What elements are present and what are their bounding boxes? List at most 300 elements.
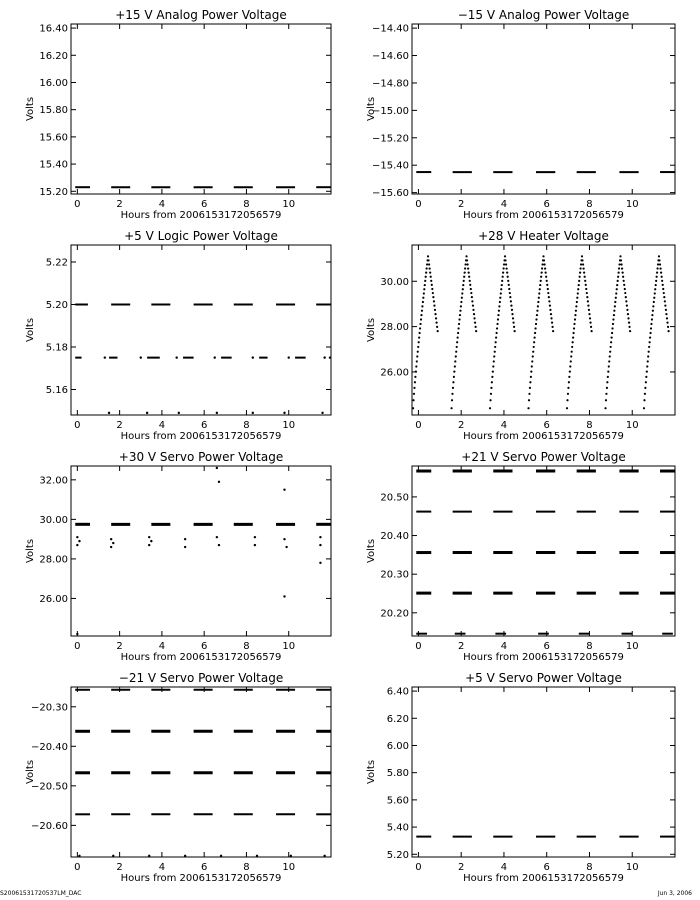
data-point bbox=[148, 855, 150, 857]
data-point bbox=[510, 305, 512, 307]
data-point bbox=[470, 292, 472, 294]
data-point bbox=[504, 255, 506, 257]
plot-frame bbox=[412, 466, 675, 636]
y-tick-label: 26.00 bbox=[39, 593, 68, 605]
data-point bbox=[570, 360, 572, 362]
data-point bbox=[456, 341, 458, 343]
data-point bbox=[463, 276, 465, 278]
data-point bbox=[471, 296, 473, 298]
x-tick-label: 2 bbox=[116, 641, 123, 652]
x-axis-label: Hours from 2006153172056579 bbox=[120, 431, 282, 442]
data-point bbox=[611, 327, 613, 329]
data-point bbox=[613, 314, 615, 316]
y-tick-label: 16.20 bbox=[39, 50, 68, 62]
data-point bbox=[628, 326, 630, 328]
y-tick-label: −15.60 bbox=[371, 188, 409, 200]
data-point bbox=[473, 317, 475, 319]
data-point bbox=[415, 370, 417, 372]
data-point bbox=[419, 327, 421, 329]
data-point bbox=[540, 280, 542, 282]
data-point bbox=[607, 376, 609, 378]
data-point bbox=[416, 355, 418, 357]
data-point bbox=[614, 301, 616, 303]
data-point bbox=[654, 288, 656, 290]
data-point bbox=[589, 322, 591, 324]
y-tick-label: 5.20 bbox=[45, 300, 68, 311]
data-point bbox=[462, 288, 464, 290]
data-point bbox=[655, 284, 657, 286]
x-tick-label: 8 bbox=[586, 862, 593, 873]
data-point bbox=[454, 365, 456, 367]
data-point bbox=[588, 309, 590, 311]
data-point bbox=[662, 284, 664, 286]
data-point bbox=[646, 370, 648, 372]
data-point bbox=[605, 393, 607, 395]
data-point bbox=[426, 263, 428, 265]
data-point bbox=[506, 272, 508, 274]
chart-panel bbox=[25, 450, 331, 663]
data-point bbox=[651, 314, 653, 316]
x-tick-label: 10 bbox=[625, 641, 639, 652]
data-point bbox=[656, 276, 658, 278]
data-point bbox=[583, 272, 585, 274]
plot-frame bbox=[412, 245, 675, 415]
data-point bbox=[451, 393, 453, 395]
x-tick-label: 6 bbox=[543, 862, 550, 873]
x-axis-label: Hours from 2006153172056579 bbox=[120, 210, 282, 221]
data-point bbox=[323, 855, 325, 857]
data-point bbox=[514, 330, 516, 332]
x-tick-label: 0 bbox=[415, 199, 422, 210]
data-point bbox=[539, 288, 541, 290]
data-point bbox=[502, 272, 504, 274]
data-point bbox=[612, 318, 614, 320]
data-point bbox=[475, 330, 477, 332]
data-point bbox=[499, 301, 501, 303]
data-point bbox=[501, 280, 503, 282]
chart-panel bbox=[25, 229, 331, 442]
chart-title: +28 V Heater Voltage bbox=[478, 229, 609, 243]
data-point bbox=[649, 336, 651, 338]
y-tick-label: 5.60 bbox=[386, 795, 409, 807]
data-point bbox=[458, 318, 460, 320]
data-point bbox=[428, 263, 430, 265]
y-tick-label: −15.40 bbox=[371, 160, 409, 172]
data-point bbox=[184, 855, 186, 857]
data-point bbox=[497, 318, 499, 320]
data-point bbox=[319, 562, 321, 564]
x-tick-label: 8 bbox=[243, 420, 250, 431]
data-point bbox=[419, 323, 421, 325]
data-point bbox=[536, 310, 538, 312]
data-point bbox=[545, 276, 547, 278]
data-point bbox=[474, 322, 476, 324]
data-point bbox=[649, 341, 651, 343]
data-point bbox=[498, 310, 500, 312]
data-point bbox=[589, 317, 591, 319]
data-point bbox=[252, 356, 254, 358]
data-point bbox=[591, 330, 593, 332]
y-axis-label: Volts bbox=[366, 759, 377, 785]
data-point bbox=[534, 332, 536, 334]
y-tick-label: 6.20 bbox=[386, 713, 409, 725]
chart-panel bbox=[25, 671, 331, 884]
data-point bbox=[456, 346, 458, 348]
x-tick-label: 4 bbox=[500, 862, 508, 873]
data-point bbox=[460, 301, 462, 303]
data-point bbox=[611, 332, 613, 334]
data-point bbox=[504, 259, 506, 261]
data-point bbox=[582, 267, 584, 269]
data-point bbox=[460, 305, 462, 307]
data-point bbox=[534, 336, 536, 338]
data-point bbox=[617, 276, 619, 278]
data-point bbox=[577, 288, 579, 290]
data-point bbox=[647, 355, 649, 357]
x-tick-label: 2 bbox=[457, 199, 465, 210]
x-tick-label: 4 bbox=[158, 862, 166, 873]
x-tick-label: 8 bbox=[586, 199, 593, 210]
x-axis-label: Hours from 2006153172056579 bbox=[463, 431, 624, 442]
data-point bbox=[577, 292, 579, 294]
data-point bbox=[623, 284, 625, 286]
data-point bbox=[653, 297, 655, 299]
data-point bbox=[645, 376, 647, 378]
data-point bbox=[572, 332, 574, 334]
data-point bbox=[659, 263, 661, 265]
data-point bbox=[511, 309, 513, 311]
data-point bbox=[489, 407, 491, 409]
data-point bbox=[587, 300, 589, 302]
data-point bbox=[78, 855, 80, 857]
y-tick-label: 28.00 bbox=[380, 322, 409, 334]
data-point bbox=[541, 267, 543, 269]
footer-date: Jun 3, 2006 bbox=[657, 890, 692, 897]
data-point bbox=[148, 536, 150, 538]
data-point bbox=[549, 305, 551, 307]
data-point bbox=[412, 399, 414, 401]
data-point bbox=[433, 300, 435, 302]
x-tick-label: 0 bbox=[415, 641, 422, 652]
x-tick-label: 6 bbox=[200, 862, 208, 873]
data-point bbox=[663, 296, 665, 298]
x-tick-label: 8 bbox=[243, 199, 250, 210]
data-point bbox=[218, 481, 220, 483]
data-point bbox=[425, 272, 427, 274]
data-point bbox=[104, 356, 106, 358]
data-point bbox=[529, 387, 531, 389]
plot-frame bbox=[71, 466, 331, 636]
data-point bbox=[457, 336, 459, 338]
data-point bbox=[424, 280, 426, 282]
data-point bbox=[490, 387, 492, 389]
data-point bbox=[573, 327, 575, 329]
data-point bbox=[146, 412, 148, 414]
x-tick-label: 4 bbox=[158, 199, 166, 210]
data-point bbox=[535, 323, 537, 325]
y-tick-label: 5.20 bbox=[386, 849, 409, 861]
data-point bbox=[542, 255, 544, 257]
data-point bbox=[451, 399, 453, 401]
data-point bbox=[150, 540, 152, 542]
x-tick-label: 8 bbox=[586, 641, 593, 652]
data-point bbox=[537, 305, 539, 307]
data-point bbox=[540, 276, 542, 278]
data-point bbox=[468, 272, 470, 274]
y-axis-label: Volts bbox=[366, 538, 377, 564]
chart-panel bbox=[25, 8, 331, 221]
data-point bbox=[319, 544, 321, 546]
data-point bbox=[548, 296, 550, 298]
plot-frame bbox=[71, 24, 331, 194]
data-point bbox=[585, 284, 587, 286]
y-axis-label: Volts bbox=[25, 96, 36, 122]
x-tick-label: 0 bbox=[415, 862, 422, 873]
data-point bbox=[584, 276, 586, 278]
y-tick-label: 5.22 bbox=[45, 257, 68, 269]
data-point bbox=[457, 327, 459, 329]
data-point bbox=[430, 276, 432, 278]
data-point bbox=[609, 355, 611, 357]
data-point bbox=[426, 267, 428, 269]
data-point bbox=[644, 387, 646, 389]
x-tick-label: 10 bbox=[282, 641, 296, 652]
x-tick-label: 8 bbox=[243, 862, 250, 873]
data-point bbox=[566, 407, 568, 409]
y-tick-label: −14.60 bbox=[371, 51, 409, 63]
data-point bbox=[76, 633, 78, 635]
data-point bbox=[569, 365, 571, 367]
data-point bbox=[418, 336, 420, 338]
data-point bbox=[416, 360, 418, 362]
data-point bbox=[617, 280, 619, 282]
y-tick-label: −20.40 bbox=[30, 741, 68, 753]
data-point bbox=[452, 381, 454, 383]
data-point bbox=[461, 292, 463, 294]
data-point bbox=[610, 346, 612, 348]
data-point bbox=[429, 267, 431, 269]
data-point bbox=[547, 288, 549, 290]
data-point bbox=[417, 351, 419, 353]
data-point bbox=[216, 467, 218, 469]
data-point bbox=[434, 309, 436, 311]
y-tick-label: 5.80 bbox=[386, 768, 409, 780]
chart-title: +15 V Analog Power Voltage bbox=[115, 8, 287, 22]
data-point bbox=[649, 332, 651, 334]
data-point bbox=[473, 313, 475, 315]
data-point bbox=[433, 305, 435, 307]
data-point bbox=[667, 330, 669, 332]
data-point bbox=[576, 297, 578, 299]
data-point bbox=[665, 309, 667, 311]
x-tick-label: 6 bbox=[543, 420, 550, 431]
data-point bbox=[509, 296, 511, 298]
data-point bbox=[528, 393, 530, 395]
data-point bbox=[657, 263, 659, 265]
data-point bbox=[494, 351, 496, 353]
data-point bbox=[490, 393, 492, 395]
data-point bbox=[535, 318, 537, 320]
x-tick-label: 0 bbox=[74, 641, 81, 652]
data-point bbox=[110, 538, 112, 540]
data-point bbox=[463, 280, 465, 282]
data-point bbox=[494, 346, 496, 348]
plot-frame bbox=[412, 687, 675, 857]
data-point bbox=[462, 284, 464, 286]
data-point bbox=[588, 313, 590, 315]
x-tick-label: 0 bbox=[415, 420, 422, 431]
data-point bbox=[567, 393, 569, 395]
data-point bbox=[665, 313, 667, 315]
data-point bbox=[452, 387, 454, 389]
x-tick-label: 4 bbox=[158, 420, 166, 431]
data-point bbox=[455, 351, 457, 353]
x-axis-label: Hours from 2006153172056579 bbox=[120, 652, 282, 663]
y-axis-label: Volts bbox=[366, 317, 377, 343]
data-point bbox=[508, 284, 510, 286]
data-point bbox=[434, 313, 436, 315]
y-tick-label: 16.00 bbox=[39, 77, 68, 89]
x-tick-label: 6 bbox=[543, 641, 550, 652]
data-point bbox=[529, 381, 531, 383]
data-point bbox=[618, 267, 620, 269]
data-point bbox=[475, 326, 477, 328]
data-point bbox=[579, 276, 581, 278]
data-point bbox=[644, 393, 646, 395]
data-point bbox=[531, 365, 533, 367]
data-point bbox=[573, 323, 575, 325]
data-point bbox=[576, 301, 578, 303]
data-point bbox=[648, 346, 650, 348]
x-tick-label: 6 bbox=[200, 641, 208, 652]
data-point bbox=[455, 355, 457, 357]
x-axis-label: Hours from 2006153172056579 bbox=[120, 873, 282, 884]
data-point bbox=[533, 341, 535, 343]
data-point bbox=[427, 259, 429, 261]
data-point bbox=[501, 284, 503, 286]
data-point bbox=[252, 412, 254, 414]
data-point bbox=[421, 310, 423, 312]
data-point bbox=[533, 346, 535, 348]
data-point bbox=[256, 855, 258, 857]
data-point bbox=[78, 540, 80, 542]
x-tick-label: 0 bbox=[74, 199, 81, 210]
data-point bbox=[283, 489, 285, 491]
data-point bbox=[538, 297, 540, 299]
data-point bbox=[539, 284, 541, 286]
y-tick-label: −20.60 bbox=[30, 820, 68, 832]
chart-panel bbox=[366, 8, 675, 221]
x-tick-label: 2 bbox=[116, 199, 123, 210]
y-tick-label: 28.00 bbox=[39, 554, 68, 566]
data-point bbox=[651, 318, 653, 320]
data-point bbox=[652, 305, 654, 307]
data-point bbox=[585, 288, 587, 290]
y-tick-label: −20.50 bbox=[30, 781, 68, 793]
data-point bbox=[615, 297, 617, 299]
x-axis-label: Hours from 2006153172056579 bbox=[463, 210, 624, 221]
data-point bbox=[532, 351, 534, 353]
data-point bbox=[643, 407, 645, 409]
data-point bbox=[647, 360, 649, 362]
data-point bbox=[464, 263, 466, 265]
data-point bbox=[627, 313, 629, 315]
chart-panel bbox=[366, 229, 675, 442]
data-point bbox=[140, 356, 142, 358]
data-point bbox=[628, 322, 630, 324]
chart-title: +30 V Servo Power Voltage bbox=[118, 450, 284, 464]
data-point bbox=[459, 314, 461, 316]
data-point bbox=[579, 267, 581, 269]
data-point bbox=[319, 536, 321, 538]
data-point bbox=[453, 376, 455, 378]
data-point bbox=[412, 407, 414, 409]
data-point bbox=[658, 259, 660, 261]
data-point bbox=[417, 346, 419, 348]
data-point bbox=[503, 263, 505, 265]
data-point bbox=[652, 310, 654, 312]
plot-frame bbox=[71, 245, 331, 415]
data-point bbox=[427, 255, 429, 257]
data-point bbox=[538, 292, 540, 294]
x-tick-label: 4 bbox=[500, 641, 508, 652]
data-point bbox=[610, 336, 612, 338]
data-point bbox=[660, 272, 662, 274]
data-point bbox=[108, 412, 110, 414]
data-point bbox=[413, 393, 415, 395]
data-point bbox=[612, 323, 614, 325]
data-point bbox=[584, 280, 586, 282]
data-point bbox=[656, 267, 658, 269]
data-point bbox=[503, 267, 505, 269]
data-point bbox=[664, 300, 666, 302]
data-point bbox=[435, 317, 437, 319]
chart-title: +21 V Servo Power Voltage bbox=[461, 450, 626, 464]
data-point bbox=[566, 399, 568, 401]
data-point bbox=[606, 387, 608, 389]
data-point bbox=[184, 538, 186, 540]
data-point bbox=[627, 317, 629, 319]
data-point bbox=[544, 267, 546, 269]
data-point bbox=[472, 309, 474, 311]
data-point bbox=[507, 276, 509, 278]
y-tick-label: 15.80 bbox=[39, 105, 68, 117]
data-point bbox=[110, 546, 112, 548]
data-point bbox=[531, 360, 533, 362]
data-point bbox=[112, 855, 114, 857]
chart-title: +5 V Servo Power Voltage bbox=[465, 671, 622, 685]
data-point bbox=[604, 407, 606, 409]
data-point bbox=[570, 355, 572, 357]
data-point bbox=[472, 305, 474, 307]
data-point bbox=[653, 301, 655, 303]
x-axis-label: Hours from 2006153172056579 bbox=[463, 652, 624, 663]
data-point bbox=[578, 284, 580, 286]
x-axis-label: Hours from 2006153172056579 bbox=[463, 873, 624, 884]
data-point bbox=[661, 280, 663, 282]
data-point bbox=[489, 399, 491, 401]
data-point bbox=[465, 255, 467, 257]
data-point bbox=[506, 267, 508, 269]
data-point bbox=[283, 412, 285, 414]
data-point bbox=[512, 317, 514, 319]
data-point bbox=[466, 259, 468, 261]
y-tick-label: 20.20 bbox=[380, 608, 409, 620]
data-point bbox=[666, 322, 668, 324]
data-point bbox=[498, 305, 500, 307]
data-point bbox=[436, 326, 438, 328]
data-point bbox=[288, 356, 290, 358]
